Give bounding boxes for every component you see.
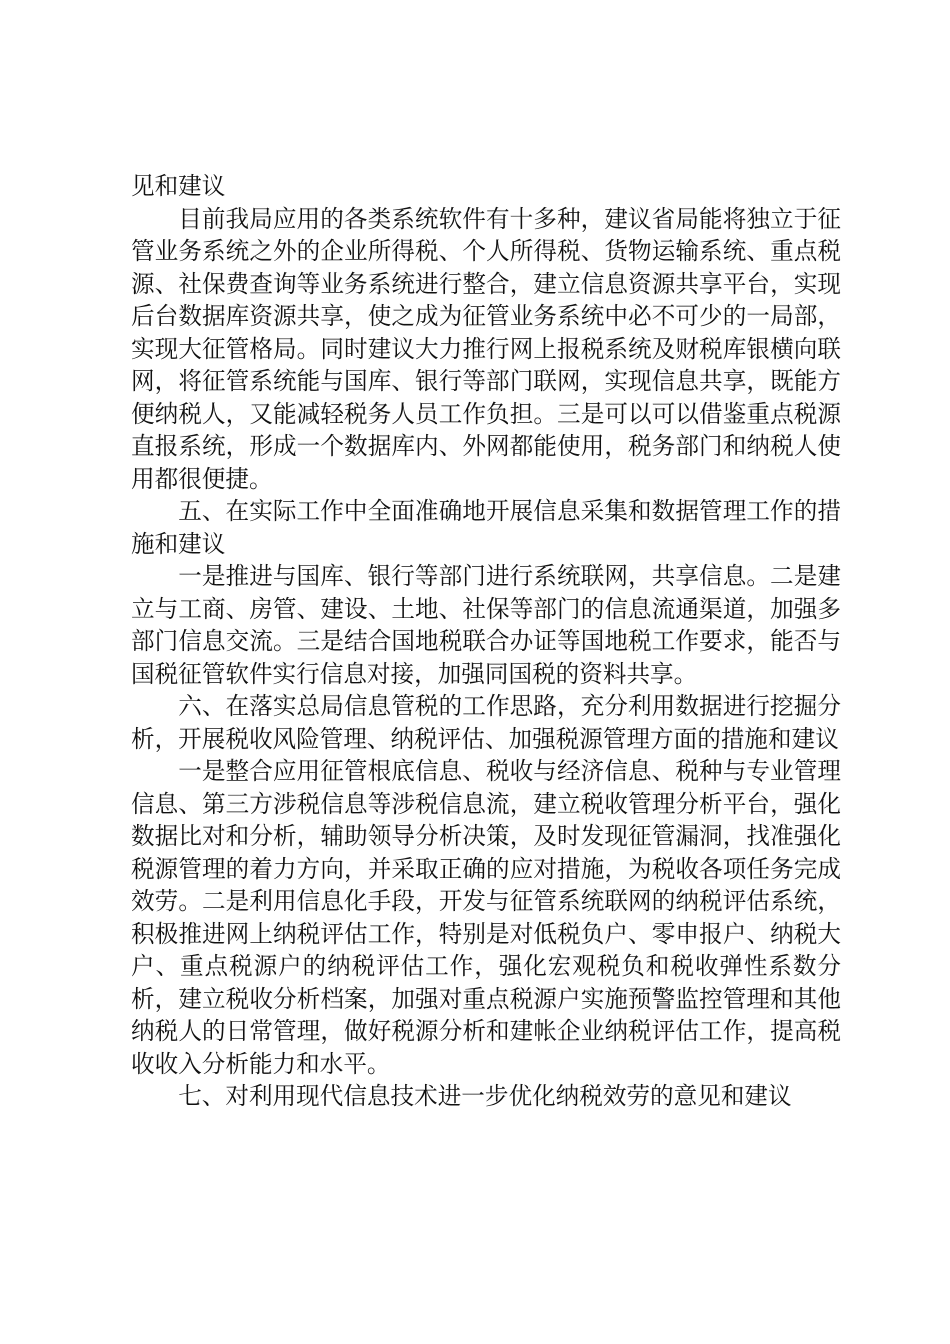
section-heading-six: 六、在落实总局信息管税的工作思路，充分利用数据进行挖掘分析，开展税收风险管理、纳税评估、加强税源管理方面的措施和建议	[131, 692, 841, 753]
paragraph-data-analysis: 一是整合应用征管根底信息、税收与经济信息、税种与专业管理信息、第三方涉税信息等涉税信息流，建立税收管理分析平台，强化数据比对和分析，辅助领导分析决策，及时发现征管漏洞，找准强化税源管理的着力方向，并采取正确的应对措施，为税收各项任务完成效劳。二是利用信息化手段，开发与征管系统联网的纳税评估系统，积极推进网上纳税评估工作，特别是对低税负户、零申报户、纳税大户、重点税源户的纳税评估工作，强化宏观税负和税收弹性系数分析，建立税收分析档案，加强对重点税源户实施预警监控管理和其他纳税人的日常管理，做好税源分析和建帐企业纳税评估工作，提高税收收入分析能力和水平。	[131, 757, 841, 1078]
paragraph-continuation: 见和建议	[131, 172, 226, 200]
section-heading-five: 五、在实际工作中全面准确地开展信息采集和数据管理工作的措施和建议	[131, 497, 841, 558]
section-heading-seven: 七、对利用现代信息技术进一步优化纳税效劳的意见和建议	[178, 1082, 792, 1110]
document-page	[131, 170, 841, 1113]
paragraph-system-integration: 目前我局应用的各类系统软件有十多种，建议省局能将独立于征管业务系统之外的企业所得税、个人所得税、货物运输系统、重点税源、社保费查询等业务系统进行整合，建立信息资源共享平台，实现后台数据库资源共享，使之成为征管业务系统中必不可少的一局部，实现大征管格局。同时建议大力推行网上报税系统及财税库银横向联网，将征管系统能与国库、银行等部门联网，实现信息共享，既能方便纳税人，又能减轻税务人员工作负担。三是可以可以借鉴重点税源直报系统，形成一个数据库内、外网都能使用，税务部门和纳税人使用都很便捷。	[131, 204, 841, 493]
paragraph-info-collection: 一是推进与国库、银行等部门进行系统联网，共享信息。二是建立与工商、房管、建设、土地、社保等部门的信息流通渠道，加强多部门信息交流。三是结合国地税联合办证等国地税工作要求，能否与国税征管软件实行信息对接，加强同国税的资料共享。	[131, 562, 841, 688]
